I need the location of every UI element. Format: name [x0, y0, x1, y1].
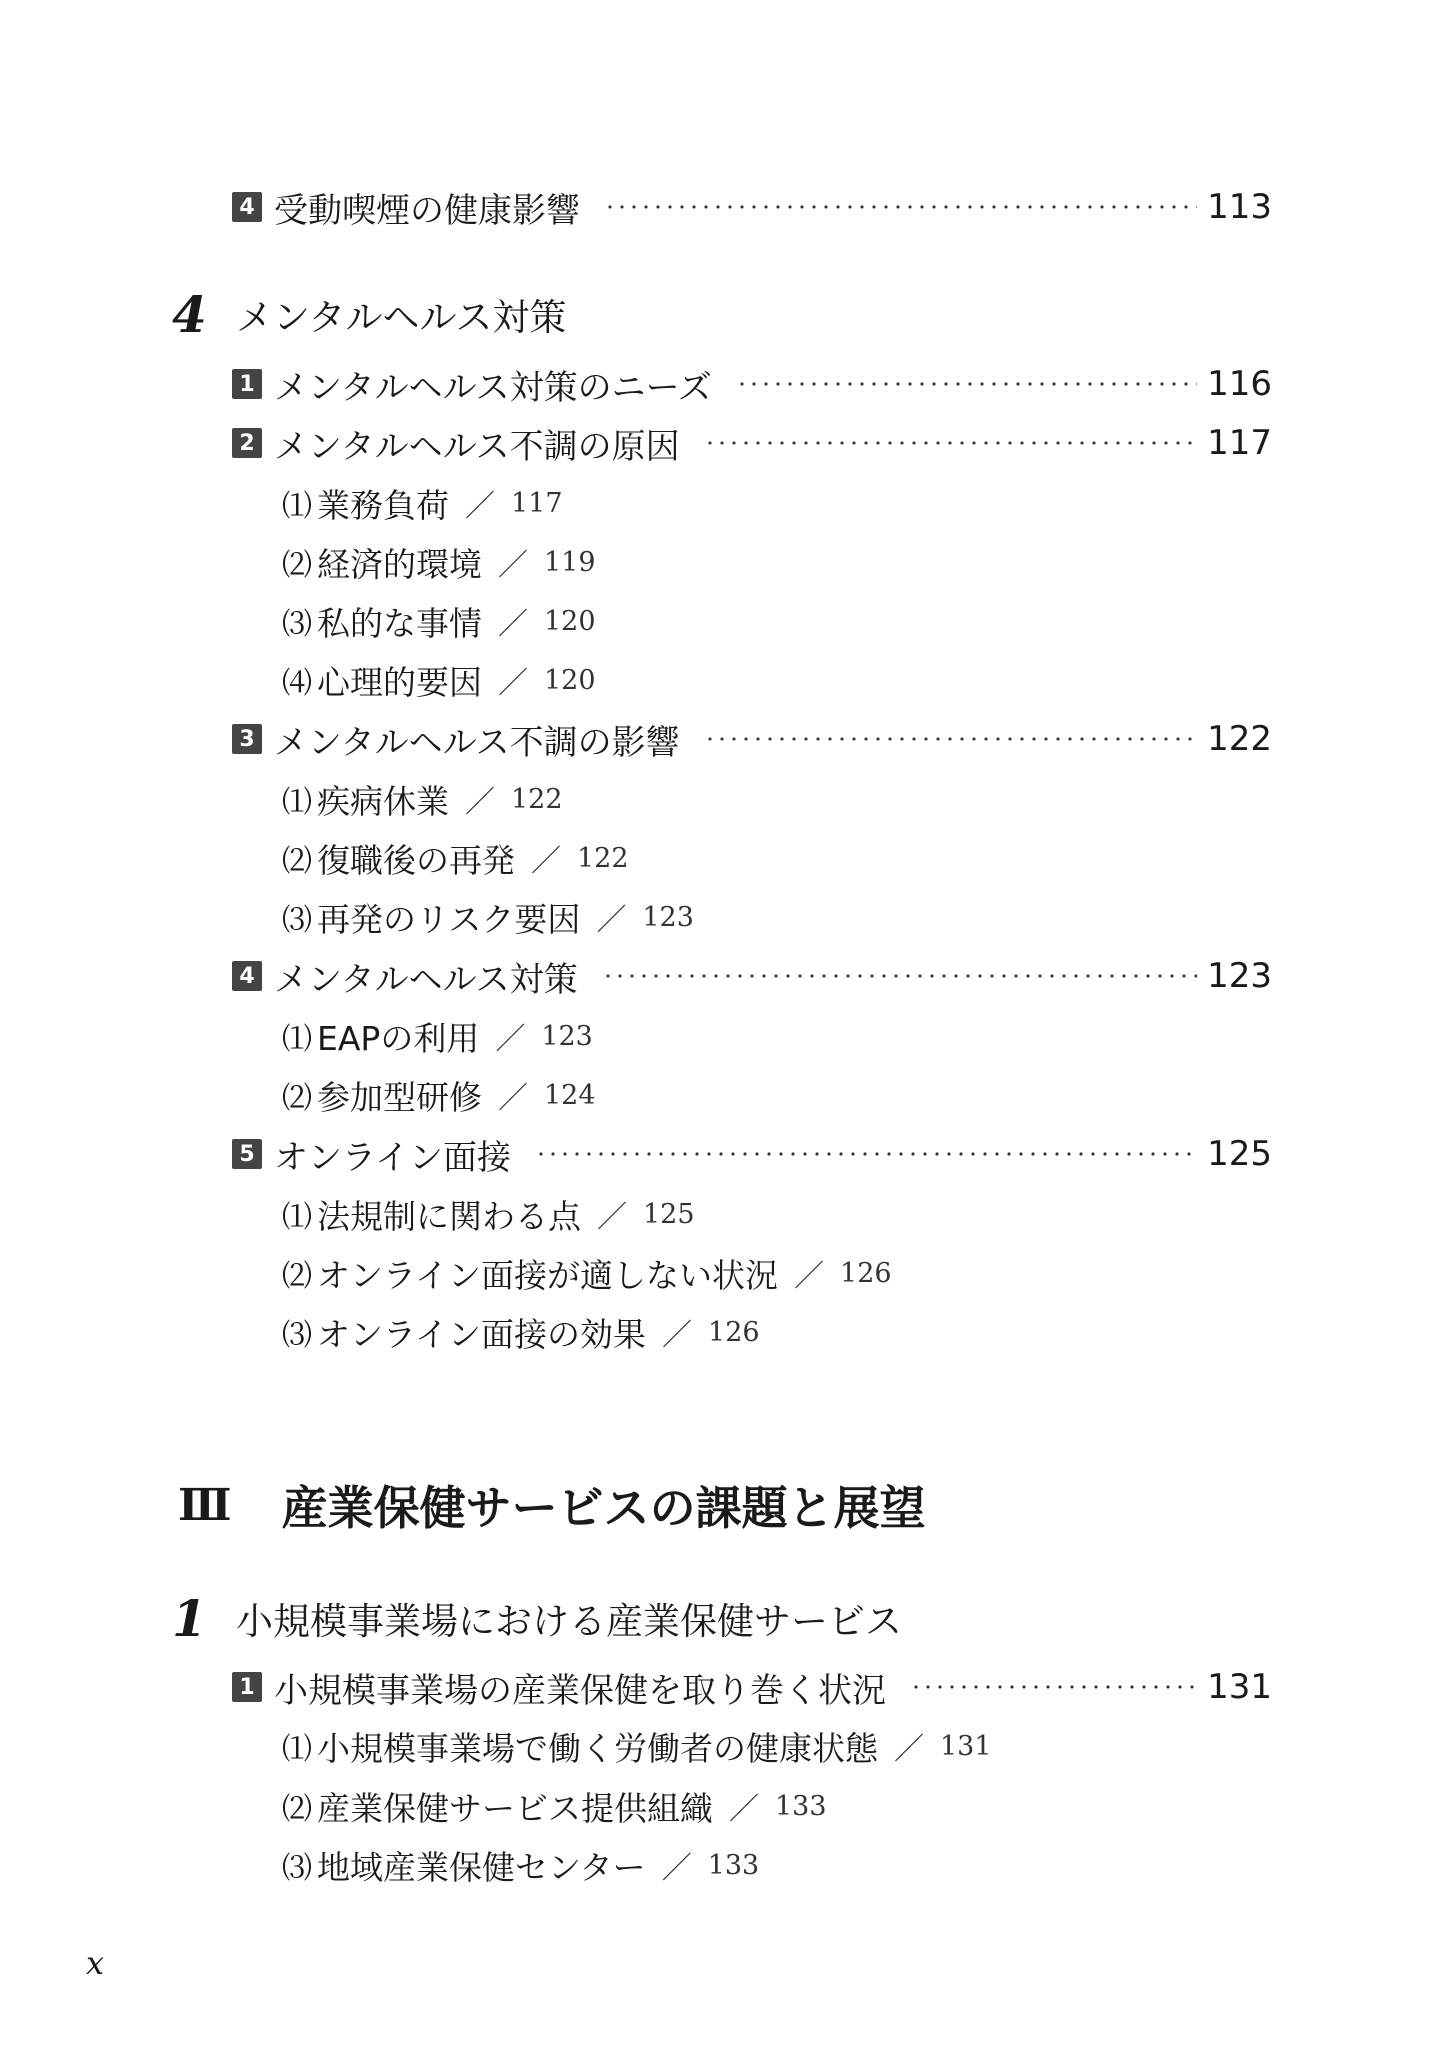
subsection-title: 疾病休業: [317, 781, 449, 821]
toc-subsection-entry[interactable]: [282, 892, 694, 942]
page-number: 120: [544, 605, 596, 637]
subsection-number: ⑴: [282, 785, 311, 820]
page-number: 131: [940, 1730, 992, 1762]
slash-separator: ／: [495, 1022, 526, 1057]
chapter-number: 1: [172, 1588, 207, 1648]
page-number: 119: [544, 546, 596, 578]
section-number-badge: 3: [232, 724, 262, 754]
subsection-number: ⑵: [282, 844, 311, 879]
section-title: 小規模事業場の産業保健を取り巻く状況: [274, 1670, 886, 1711]
toc-section-entry[interactable]: [232, 182, 1272, 232]
page-number: 123: [541, 1020, 593, 1052]
toc-subsection-entry[interactable]: [282, 1721, 992, 1771]
page-number: 133: [707, 1849, 760, 1881]
toc-section-entry[interactable]: [232, 951, 1272, 1001]
page-number: 117: [1207, 423, 1272, 463]
toc-section-entry[interactable]: [232, 1129, 1272, 1179]
slash-separator: ／: [894, 1732, 924, 1767]
subsection-number: ⑴: [282, 489, 311, 524]
subsection-number: ⑴: [282, 1200, 311, 1235]
dot-leader: [535, 1152, 1197, 1156]
page-number: 125: [1207, 1134, 1272, 1174]
slash-separator: ／: [465, 785, 495, 820]
subsection-title: 再発のリスク要因: [317, 899, 581, 939]
subsection-title: 心理的要因: [317, 662, 482, 702]
slash-separator: ／: [465, 489, 495, 524]
part-number: Ⅲ: [178, 1479, 230, 1531]
page-number: 123: [642, 901, 694, 933]
page-number: 125: [643, 1198, 695, 1230]
page-number: 131: [1207, 1667, 1272, 1707]
toc-section-entry[interactable]: [232, 714, 1272, 764]
subsection-number: ⑶: [282, 903, 311, 938]
slash-separator: ／: [661, 1851, 692, 1886]
page-number: 122: [577, 842, 629, 874]
slash-separator: ／: [498, 1081, 528, 1116]
subsection-title: 法規制に関わる点: [317, 1196, 581, 1236]
subsection-title: 小規模事業場で働く労働者の健康状態: [317, 1728, 878, 1768]
toc-subsection-entry[interactable]: [282, 1070, 596, 1120]
toc-subsection-entry[interactable]: [282, 1840, 759, 1890]
subsection-title: 業務負荷: [317, 485, 449, 525]
subsection-title: 産業保健サービス提供組織: [317, 1788, 713, 1828]
page-folio: x: [86, 1944, 105, 1982]
subsection-number: ⑴: [282, 1022, 311, 1057]
toc-subsection-entry[interactable]: [282, 833, 629, 883]
subsection-number: ⑵: [282, 548, 311, 583]
toc-subsection-entry[interactable]: [282, 1011, 593, 1061]
subsection-title: 復職後の再発: [317, 840, 515, 880]
toc-section-entry[interactable]: [232, 1662, 1272, 1712]
slash-separator: ／: [498, 548, 528, 583]
subsection-title: 地域産業保健センター: [317, 1847, 646, 1887]
chapter-title: 小規模事業場における産業保健サービス: [236, 1600, 902, 1643]
subsection-number: ⑶: [282, 1318, 311, 1353]
toc-subsection-entry[interactable]: [282, 537, 596, 587]
chapter-number: 4: [172, 284, 207, 344]
toc-subsection-entry[interactable]: [282, 1248, 892, 1298]
page-number: 122: [511, 783, 563, 815]
subsection-title: 経済的環境: [317, 544, 482, 584]
subsection-number: ⑵: [282, 1081, 311, 1116]
section-title: メンタルヘルス不調の影響: [274, 722, 680, 763]
slash-separator: ／: [596, 903, 627, 938]
toc-chapter-heading[interactable]: [172, 1583, 902, 1653]
page-number: 113: [1207, 187, 1272, 227]
section-title: メンタルヘルス不調の原因: [274, 426, 680, 467]
section-number-badge: 1: [232, 1672, 262, 1702]
subsection-number: ⑷: [282, 666, 311, 701]
toc-subsection-entry[interactable]: [282, 774, 563, 824]
section-number-badge: 4: [232, 961, 262, 991]
subsection-number: ⑶: [282, 607, 311, 642]
page-number: 116: [1207, 364, 1272, 404]
toc-subsection-entry[interactable]: [282, 1307, 760, 1357]
slash-separator: ／: [662, 1318, 693, 1353]
subsection-number: ⑵: [282, 1792, 311, 1827]
toc-subsection-entry[interactable]: [282, 655, 596, 705]
toc-subsection-entry[interactable]: [282, 596, 596, 646]
section-title: メンタルヘルス対策のニーズ: [274, 367, 712, 408]
dot-leader: [604, 205, 1197, 209]
section-number-badge: 5: [232, 1139, 262, 1169]
toc-subsection-entry[interactable]: [282, 1189, 695, 1239]
section-number-badge: 4: [232, 192, 262, 222]
subsection-title: 参加型研修: [317, 1077, 482, 1117]
section-title: 受動喫煙の健康影響: [274, 190, 580, 231]
slash-separator: ／: [597, 1200, 627, 1235]
subsection-number: ⑶: [282, 1851, 311, 1886]
slash-separator: ／: [498, 666, 528, 701]
page-number: 133: [775, 1790, 827, 1822]
subsection-number: ⑴: [282, 1732, 311, 1767]
toc-subsection-entry[interactable]: [282, 1781, 827, 1831]
page-number: 123: [1207, 956, 1272, 996]
toc-section-entry[interactable]: [232, 359, 1272, 409]
dot-leader: [704, 441, 1197, 445]
section-title: メンタルヘルス対策: [274, 959, 578, 1000]
page-number: 120: [544, 664, 596, 696]
page-number: 126: [708, 1316, 760, 1348]
slash-separator: ／: [531, 844, 561, 879]
slash-separator: ／: [794, 1259, 825, 1294]
dot-leader: [736, 382, 1197, 386]
page-number: 117: [511, 487, 563, 519]
section-number-badge: 2: [232, 428, 262, 458]
dot-leader: [704, 737, 1197, 741]
subsection-title: 私的な事情: [317, 603, 482, 643]
dot-leader: [910, 1685, 1197, 1689]
page-number: 126: [840, 1257, 892, 1289]
slash-separator: ／: [729, 1792, 759, 1827]
section-number-badge: 1: [232, 369, 262, 399]
toc-chapter-heading[interactable]: [172, 279, 566, 349]
toc-part-heading[interactable]: [178, 1470, 926, 1540]
chapter-title: メンタルヘルス対策: [236, 296, 567, 339]
section-title: オンライン面接: [274, 1137, 511, 1178]
toc-section-entry[interactable]: [232, 418, 1272, 468]
subsection-title: EAPの利用: [317, 1018, 480, 1058]
subsection-title: オンライン面接が適しない状況: [317, 1255, 779, 1295]
page-number: 124: [544, 1079, 596, 1111]
slash-separator: ／: [498, 607, 528, 642]
toc-subsection-entry[interactable]: [282, 478, 563, 528]
part-title: 産業保健サービスの課題と展望: [281, 1481, 926, 1535]
page-number: 122: [1207, 719, 1272, 759]
subsection-title: オンライン面接の効果: [317, 1314, 647, 1354]
dot-leader: [602, 974, 1197, 978]
subsection-number: ⑵: [282, 1259, 311, 1294]
